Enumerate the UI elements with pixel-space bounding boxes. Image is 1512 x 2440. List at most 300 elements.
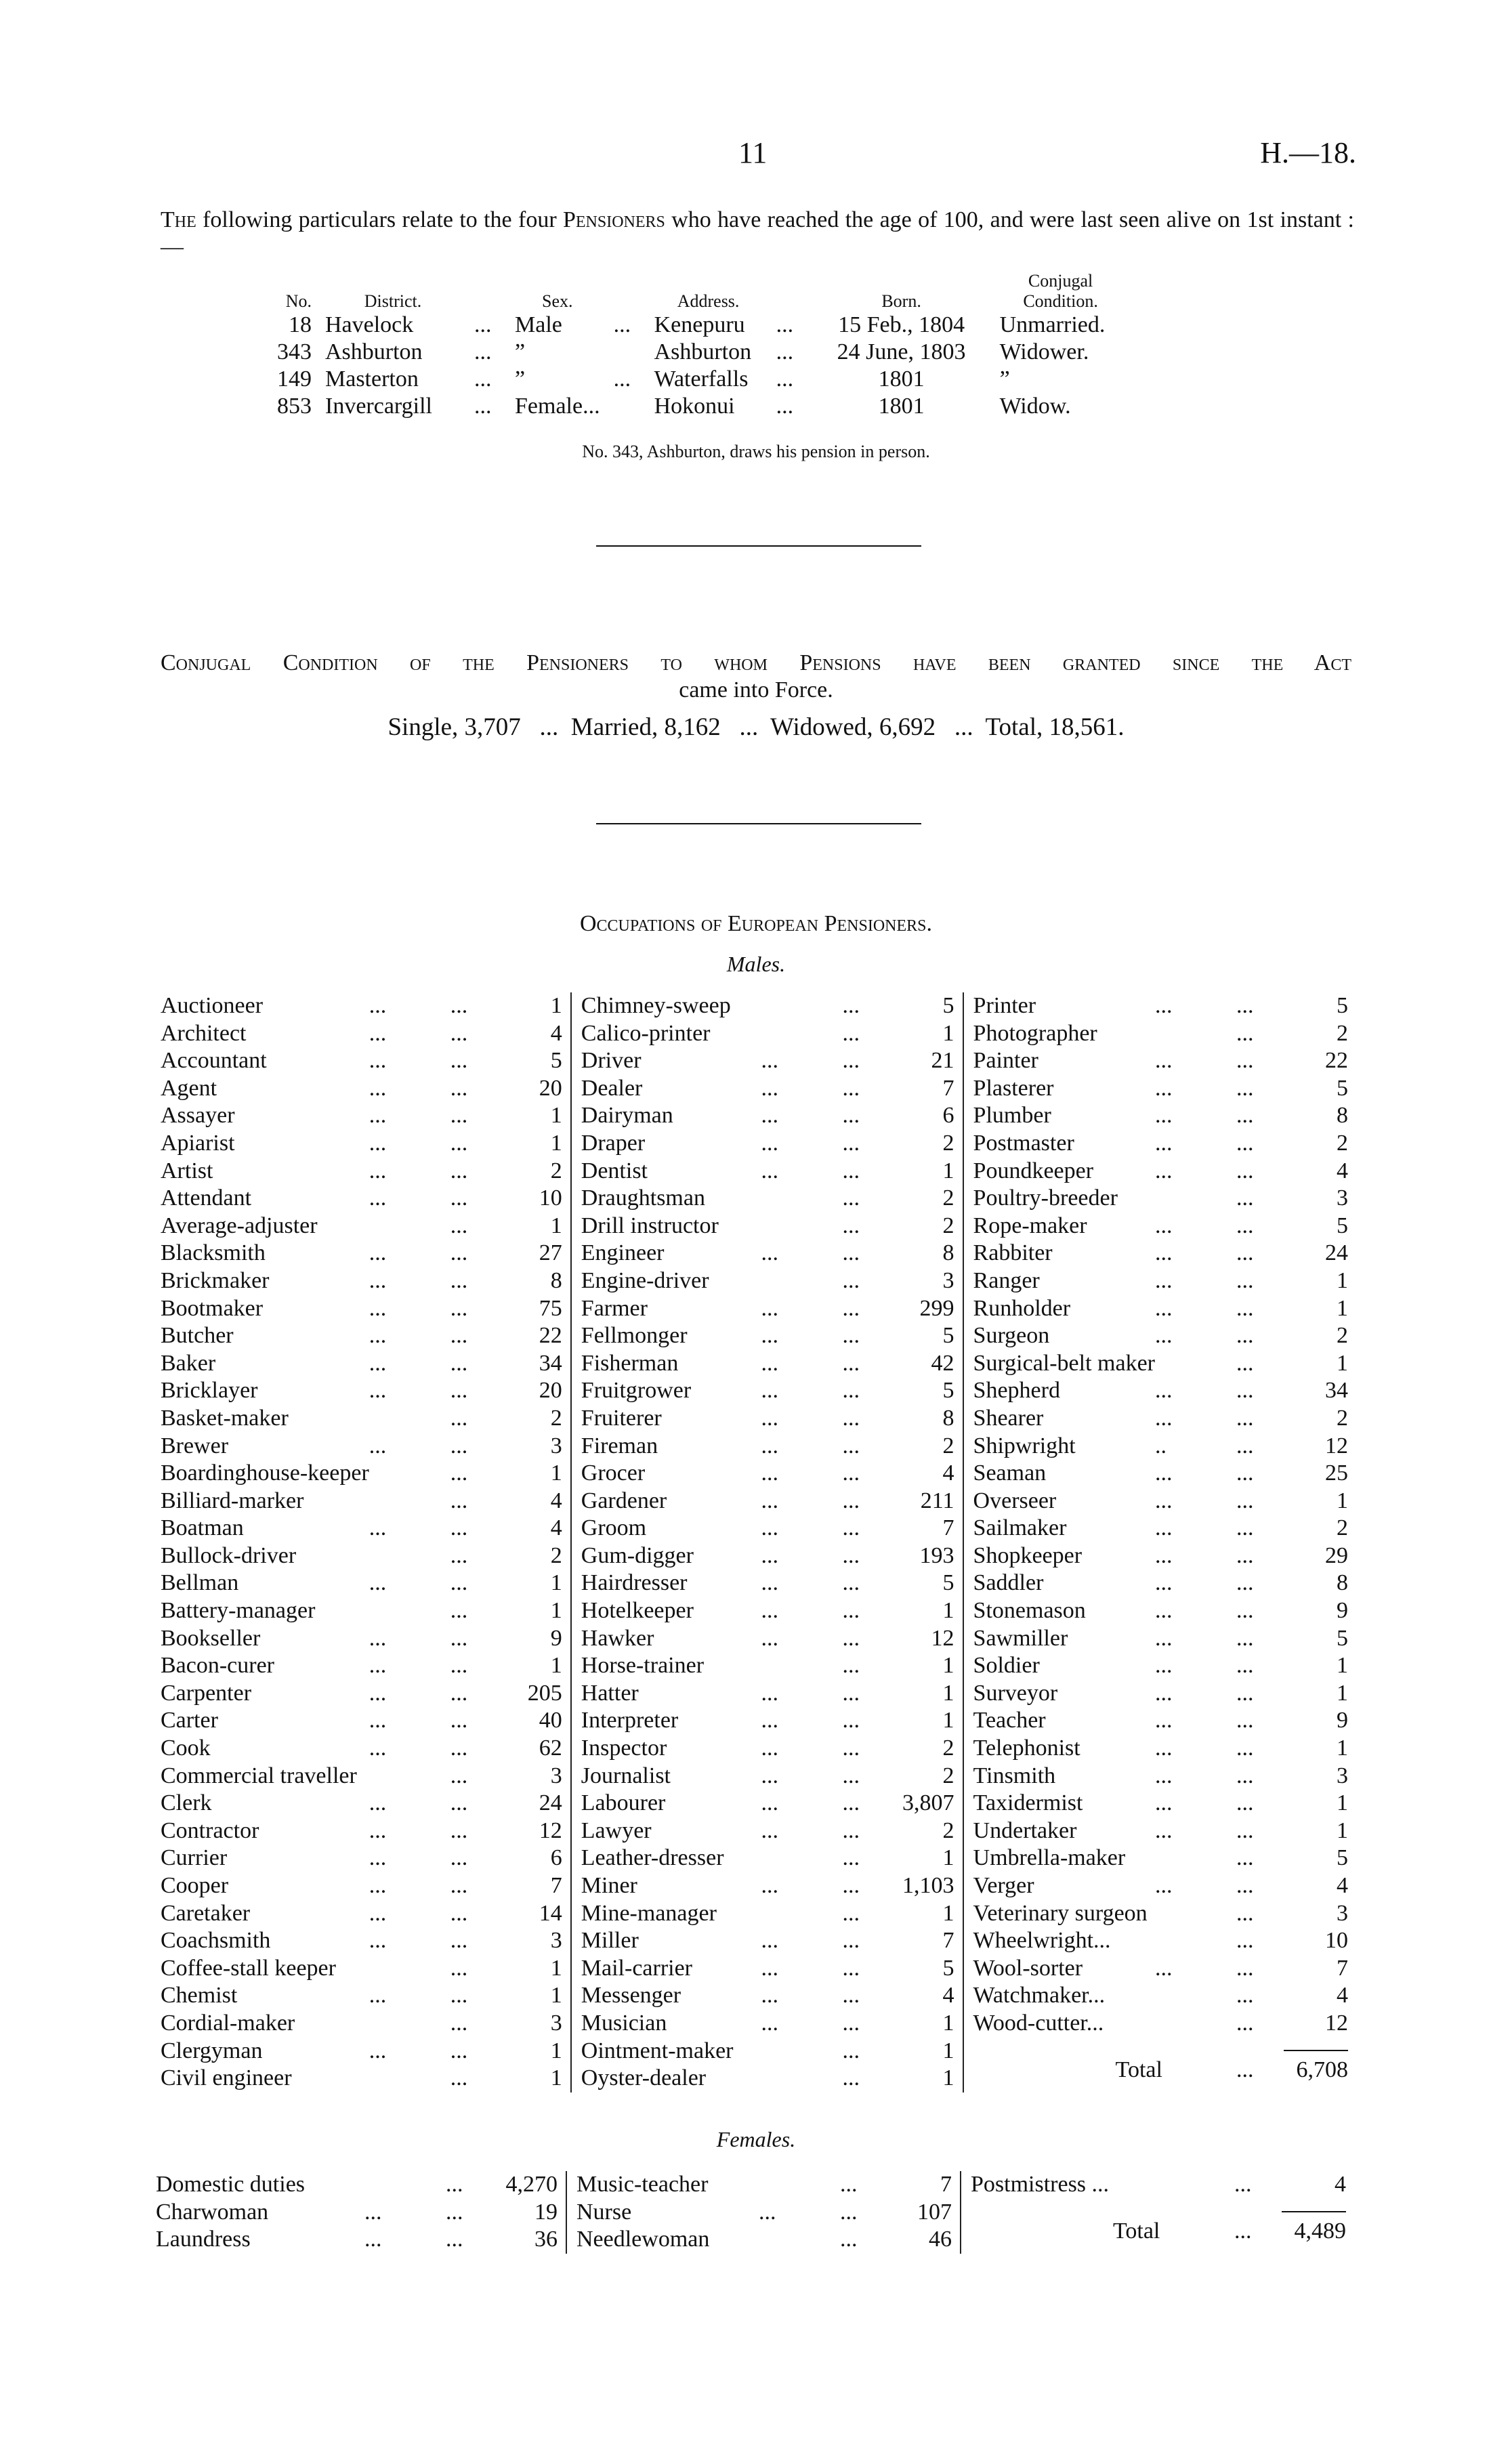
occupation-name: Attendant	[161, 1185, 252, 1211]
occupation-name: Taxidermist	[973, 1790, 1083, 1816]
leader-dots: ...	[1155, 1598, 1173, 1624]
occupation-name: Charwoman	[156, 2199, 269, 2225]
leader-dots	[1153, 2171, 1234, 2199]
leader-dots: ...	[761, 1598, 779, 1624]
leader-dots: ...	[761, 1460, 779, 1486]
centenarian-header-row	[264, 271, 1129, 312]
row-no: 149	[277, 366, 312, 392]
occupation-name: Billiard-marker	[161, 1488, 304, 1513]
leader-dots: ...	[450, 1736, 468, 1761]
leader-dots: ..	[1155, 1433, 1167, 1458]
occupation-row	[572, 1213, 963, 1240]
leader-dots: ...	[1155, 1515, 1173, 1541]
occupation-name: Leather-dresser	[581, 1845, 724, 1871]
occupation-row	[161, 1597, 570, 1625]
occupation-count: 5	[942, 1570, 954, 1596]
occupation-count: 12	[539, 1817, 562, 1843]
leader-dots: ...	[450, 2010, 468, 2036]
occupation-name: Surgeon	[973, 1323, 1050, 1349]
leader-dots: ...	[761, 1158, 779, 1183]
leader-dots: ...	[450, 993, 468, 1018]
occupation-row	[161, 1982, 570, 2010]
occupation-count: 3	[1337, 1900, 1348, 1926]
occupation-count: 12	[931, 1625, 954, 1651]
occupation-row	[964, 1158, 1356, 1185]
leader-dots: ...	[1236, 1158, 1254, 1183]
leader-dots: ...	[761, 1736, 779, 1761]
leader-dots: ...	[1155, 1736, 1173, 1761]
leader-dots: ...	[1155, 1955, 1173, 1981]
occupation-row	[567, 2199, 960, 2227]
leader-dots: ...	[1236, 1736, 1254, 1761]
leader-dots: ...	[761, 1240, 779, 1266]
occupation-name: Plumber	[973, 1103, 1051, 1129]
occupation-row	[161, 1020, 570, 1048]
occupation-name: Dealer	[581, 1075, 643, 1101]
leader-dots: ...	[1236, 1075, 1254, 1101]
leader-dots	[607, 393, 648, 420]
occupation-count: 9	[1337, 1708, 1348, 1733]
leader-dots: ...	[369, 1900, 387, 1926]
leader-dots: ...	[1234, 2172, 1252, 2197]
leader-dots: ...	[1155, 1075, 1173, 1101]
occupation-count: 1	[550, 1598, 562, 1624]
leader-dots: ...	[1155, 1708, 1173, 1733]
occupation-name: Telephonist	[973, 1736, 1080, 1761]
leader-dots: ...	[842, 1405, 860, 1431]
leader-dots: ...	[761, 1763, 779, 1788]
occupation-row	[161, 1240, 570, 1267]
leader-dots: ...	[842, 1542, 860, 1568]
row-born: 15 Feb., 1804	[838, 312, 965, 337]
occupation-name: Music-teacher	[576, 2172, 709, 2197]
occupation-name: Surgical-belt maker	[973, 1350, 1155, 1376]
occupation-count: 1	[550, 1460, 562, 1486]
leader-dots	[761, 1020, 843, 1048]
occupation-count: 193	[919, 1542, 954, 1568]
occupation-count: 34	[539, 1350, 562, 1376]
occupation-count: 10	[539, 1185, 562, 1211]
centenarian-intro	[161, 207, 1354, 261]
leader-dots: ...	[369, 1515, 387, 1541]
occupation-row	[964, 1295, 1356, 1323]
leader-dots: ...	[842, 1817, 860, 1843]
leader-dots: ...	[1155, 1267, 1173, 1293]
occupation-row	[572, 1322, 963, 1350]
occupation-row	[161, 1267, 570, 1295]
leader-dots: ...	[369, 1680, 387, 1706]
occupation-count: 1	[942, 1680, 954, 1706]
occupation-row	[161, 1377, 570, 1405]
leader-dots: ...	[369, 1736, 387, 1761]
occupation-row	[572, 1158, 963, 1185]
occupation-count: 3	[550, 1763, 562, 1788]
occupation-row	[572, 1570, 963, 1597]
occupation-count: 42	[931, 1350, 954, 1376]
occupation-count: 8	[1337, 1570, 1348, 1596]
males-column-1	[161, 992, 570, 2092]
leader-dots: ...	[761, 1488, 779, 1513]
occupation-name: Civil engineer	[161, 2065, 292, 2091]
leader-dots: ...	[1236, 1955, 1254, 1981]
occupation-row	[572, 1735, 963, 1763]
leader-dots: ...	[842, 1680, 860, 1706]
leader-dots: ...	[761, 1433, 779, 1458]
occupation-row	[572, 1955, 963, 1983]
leader-dots: ...	[1155, 1763, 1173, 1788]
occupation-row	[964, 992, 1356, 1020]
leader-dots	[369, 2010, 450, 2038]
leader-dots: ...	[1236, 1653, 1254, 1679]
leader-dots: ...	[369, 1625, 387, 1651]
leader-dots	[1155, 1185, 1236, 1213]
intro-pensioners: Pensioners	[562, 207, 665, 232]
occupation-name: Wheelwright...	[973, 1928, 1111, 1954]
leader-dots	[1155, 1020, 1236, 1048]
leader-dots: ...	[450, 1680, 468, 1706]
leader-dots: ...	[450, 1900, 468, 1926]
occupation-name: Plasterer	[973, 1075, 1054, 1101]
leader-dots: ...	[776, 394, 794, 419]
occupation-count: 21	[931, 1048, 954, 1074]
occupation-name: Saddler	[973, 1570, 1044, 1596]
leader-dots: ...	[1155, 1158, 1173, 1183]
occupation-row	[964, 1405, 1356, 1433]
conjugal-title-line1: Conjugal Condition of the Pensioners to whom Pensions have been granted since the Act	[161, 650, 1351, 675]
occupation-name: Contractor	[161, 1817, 259, 1843]
occupation-row	[961, 2171, 1354, 2199]
occupation-name: Apiarist	[161, 1130, 235, 1156]
occupation-row	[161, 2010, 570, 2038]
occupation-row	[964, 1240, 1356, 1267]
occupation-count: 14	[539, 1900, 562, 1926]
leader-dots: ...	[1236, 1983, 1254, 2008]
row-sex: Male	[515, 312, 562, 337]
occupation-name: Commercial traveller	[161, 1763, 357, 1788]
occupation-name: Draper	[581, 1130, 646, 1156]
leader-dots: ...	[450, 1598, 468, 1624]
occupation-row	[572, 1240, 963, 1267]
occupation-name: Labourer	[581, 1790, 666, 1816]
leader-dots: ...	[1236, 993, 1254, 1018]
occupation-count: 1	[550, 1955, 562, 1981]
occupation-count: 1	[550, 1130, 562, 1156]
occupation-count: 24	[539, 1790, 562, 1816]
leader-dots: ...	[1155, 1405, 1173, 1431]
leader-dots: ...	[842, 1736, 860, 1761]
occupation-name: Hotelkeeper	[581, 1598, 694, 1624]
occupation-count: 5	[1337, 1845, 1348, 1871]
row-sex: Female...	[515, 394, 600, 419]
occupation-name: Shepherd	[973, 1378, 1060, 1404]
occupation-row	[572, 992, 963, 1020]
occupation-name: Caretaker	[161, 1900, 251, 1926]
occupation-row	[964, 1872, 1356, 1900]
col-address: Address.	[677, 291, 740, 311]
leader-dots: ...	[1236, 1048, 1254, 1074]
occupation-name: Interpreter	[581, 1708, 679, 1733]
occupation-count: 5	[1337, 1625, 1348, 1651]
leader-dots: ...	[761, 1955, 779, 1981]
occupation-count: 5	[1337, 993, 1348, 1018]
leader-dots: ...	[1236, 1350, 1254, 1376]
occupation-row	[161, 1075, 570, 1103]
leader-dots	[369, 1542, 450, 1570]
leader-dots: ...	[842, 1103, 860, 1129]
leader-dots: ...	[1236, 1103, 1254, 1129]
occupation-name: Coachsmith	[161, 1928, 271, 1954]
occupation-count: 1	[942, 1020, 954, 1046]
leader-dots: ...	[1236, 2010, 1254, 2036]
row-district: Masterton	[325, 366, 419, 392]
leader-dots: ...	[1236, 1240, 1254, 1266]
occupation-row	[964, 1680, 1356, 1708]
occupation-row	[572, 1020, 963, 1048]
occupation-row	[572, 1047, 963, 1075]
occupation-row	[964, 1130, 1356, 1158]
occupation-name: Lawyer	[581, 1817, 652, 1843]
occupation-row	[161, 1158, 570, 1185]
occupation-row	[567, 2226, 960, 2254]
occupation-row	[161, 1570, 570, 1597]
occupation-count: 1	[550, 1570, 562, 1596]
occupation-count: 1	[942, 1158, 954, 1183]
leader-dots: ...	[1236, 1625, 1254, 1651]
occupation-row	[964, 2010, 1356, 2038]
leader-dots	[369, 1597, 450, 1625]
col-conjugal: Conjugal Condition.	[1023, 271, 1098, 311]
occupation-count: 1	[1337, 1653, 1348, 1679]
occupation-count: 3	[1337, 1763, 1348, 1788]
occupation-count: 2	[942, 1433, 954, 1458]
occupation-name: Sawmiller	[973, 1625, 1068, 1651]
leader-dots: ...	[1155, 1130, 1173, 1156]
occupation-name: Runholder	[973, 1295, 1071, 1321]
occupation-row	[161, 1625, 570, 1653]
leader-dots: ...	[840, 2227, 858, 2252]
occupation-count: 1	[550, 2038, 562, 2063]
leader-dots: ...	[369, 1185, 387, 1211]
occupation-name: Seaman	[973, 1460, 1047, 1486]
occupation-row	[161, 1185, 570, 1213]
leader-dots: ...	[1155, 1460, 1173, 1486]
occupation-count: 27	[539, 1240, 562, 1266]
centenarian-row	[264, 366, 1129, 393]
occupation-name: Currier	[161, 1845, 228, 1871]
occupation-name: Auctioneer	[161, 993, 264, 1018]
occupation-count: 1	[942, 1845, 954, 1871]
occupation-count: 4	[1335, 2172, 1346, 2197]
occupation-name: Painter	[973, 1048, 1038, 1074]
leader-dots: ...	[450, 1570, 468, 1596]
occupation-name: Veterinary surgeon	[973, 1900, 1148, 1926]
occupation-name: Rope-maker	[973, 1213, 1087, 1238]
occupation-count: 8	[1337, 1103, 1348, 1129]
occupation-row	[161, 1707, 570, 1735]
occupation-row	[964, 1488, 1356, 1515]
leader-dots: ...	[446, 2227, 463, 2252]
occupation-name: Chemist	[161, 1983, 238, 2008]
occupation-count: 2	[942, 1213, 954, 1238]
leader-dots: ...	[842, 1460, 860, 1486]
occupation-row	[161, 1900, 570, 1928]
leader-dots: ...	[761, 1570, 779, 1596]
total-label: Total	[1115, 2057, 1162, 2082]
occupation-name: Watchmaker...	[973, 1983, 1106, 2008]
occupation-count: 2	[550, 1158, 562, 1183]
leader-dots: ...	[369, 1020, 387, 1046]
leader-dots: ...	[1236, 1515, 1254, 1541]
occupation-name: Hatter	[581, 1680, 639, 1706]
leader-dots: ...	[450, 1158, 468, 1183]
occupation-row	[572, 1597, 963, 1625]
spacer	[467, 271, 508, 312]
occupation-count: 3	[550, 1433, 562, 1458]
occupation-row	[964, 1955, 1356, 1983]
row-born: 1801	[878, 394, 925, 419]
occupation-name: Fisherman	[581, 1350, 679, 1376]
occupation-row	[964, 1625, 1356, 1653]
occupation-name: Cordial-maker	[161, 2010, 295, 2036]
leader-dots: ...	[613, 366, 631, 392]
occupation-name: Mail-carrier	[581, 1955, 693, 1981]
occupation-name: Dairyman	[581, 1103, 673, 1129]
occupation-count: 1	[942, 1900, 954, 1926]
row-district: Havelock	[325, 312, 414, 337]
leader-dots: ...	[1155, 1790, 1173, 1816]
leader-dots	[761, 1267, 843, 1295]
occupation-name: Hawker	[581, 1625, 654, 1651]
centenarian-row	[264, 312, 1129, 339]
centenarian-table	[264, 271, 1129, 420]
occupation-row	[572, 1130, 963, 1158]
leader-dots: ...	[1236, 1680, 1254, 1706]
occupation-name: Clerk	[161, 1790, 212, 1816]
occupation-name: Clergyman	[161, 2038, 263, 2063]
females-occupation-grid	[156, 2171, 1356, 2254]
leader-dots: ...	[1236, 1790, 1254, 1816]
leader-dots: ...	[450, 2038, 468, 2063]
leader-dots: ...	[450, 1845, 468, 1871]
row-district: Ashburton	[325, 339, 423, 364]
occupation-name: Undertaker	[973, 1817, 1077, 1843]
total-rule	[1282, 2211, 1346, 2212]
leader-dots: ...	[450, 1213, 468, 1238]
intro-prefix: The	[161, 207, 196, 232]
males-column-2	[570, 992, 963, 2092]
occupation-count: 10	[1325, 1928, 1348, 1954]
leader-dots: ...	[450, 1267, 468, 1293]
occupation-row	[161, 992, 570, 1020]
occupation-name: Artist	[161, 1158, 213, 1183]
occupation-count: 20	[539, 1075, 562, 1101]
leader-dots: ...	[1155, 993, 1173, 1018]
occupation-row	[161, 1735, 570, 1763]
leader-dots	[759, 2226, 840, 2254]
occupation-name: Teacher	[973, 1708, 1046, 1733]
occupation-name: Mine-manager	[581, 1900, 717, 1926]
leader-dots: ...	[761, 1625, 779, 1651]
leader-dots: ...	[1155, 1378, 1173, 1404]
occupation-row	[964, 1927, 1356, 1955]
occupation-row	[964, 1185, 1356, 1213]
occupation-count: 24	[1325, 1240, 1348, 1266]
leader-dots: ...	[842, 1900, 860, 1926]
leader-dots: ...	[369, 1928, 387, 1954]
occupation-name: Fellmonger	[581, 1323, 688, 1349]
occupation-row	[964, 1322, 1356, 1350]
occupation-name: Engine-driver	[581, 1267, 709, 1293]
occupation-count: 5	[942, 1323, 954, 1349]
occupation-count: 1,103	[902, 1873, 954, 1898]
intro-text-2: who have reached the age of 100, and were last seen alive on 1st instant :—	[161, 207, 1354, 259]
occupation-row	[161, 1763, 570, 1790]
occupation-row	[161, 1652, 570, 1680]
occupation-count: 40	[539, 1708, 562, 1733]
leader-dots: ...	[776, 339, 794, 364]
row-address: Ashburton	[654, 339, 752, 364]
leader-dots: ...	[450, 1075, 468, 1101]
leader-dots: ...	[369, 1267, 387, 1293]
occupation-row	[156, 2199, 566, 2227]
leader-dots: ...	[761, 1103, 779, 1129]
leader-dots: ...	[842, 1488, 860, 1513]
leader-dots: ...	[364, 2199, 382, 2225]
occupation-count: 2	[1337, 1515, 1348, 1541]
leader-dots: ...	[1155, 1048, 1173, 1074]
occupation-row	[572, 1900, 963, 1928]
occupation-row	[964, 1102, 1356, 1130]
occupation-count: 2	[1337, 1130, 1348, 1156]
leader-dots: ...	[1155, 1240, 1173, 1266]
occupation-row	[572, 1377, 963, 1405]
occupation-row	[964, 1075, 1356, 1103]
leader-dots: ...	[1236, 1130, 1254, 1156]
leader-dots: ...	[1236, 1570, 1254, 1596]
occupation-count: 1	[1337, 1267, 1348, 1293]
occupation-name: Umbrella-maker	[973, 1845, 1126, 1871]
occupation-row	[964, 1597, 1356, 1625]
leader-dots: ...	[842, 2038, 860, 2063]
leader-dots: ...	[842, 1075, 860, 1101]
leader-dots	[369, 1405, 450, 1433]
occupation-row	[964, 1982, 1356, 2010]
leader-dots: ...	[761, 1680, 779, 1706]
leader-dots: ...	[1236, 1845, 1254, 1871]
leader-dots: ...	[842, 993, 860, 1018]
occupation-count: 1	[942, 1653, 954, 1679]
occupation-row	[964, 1047, 1356, 1075]
leader-dots: ...	[761, 1130, 779, 1156]
occupation-count: 4	[942, 1460, 954, 1486]
col-sex: Sex.	[542, 291, 573, 311]
leader-dots: ...	[450, 1653, 468, 1679]
occupation-count: 2	[942, 1763, 954, 1788]
row-conjugal-condition: Widow.	[999, 394, 1071, 419]
leader-dots: ...	[761, 1928, 779, 1954]
leader-dots: ...	[761, 1983, 779, 2008]
leader-dots: ...	[450, 1460, 468, 1486]
occupation-row	[572, 1405, 963, 1433]
intro-text-1: following particulars relate to the four	[196, 207, 563, 232]
document-code: H.—18.	[1260, 136, 1356, 169]
leader-dots: ...	[474, 394, 492, 419]
occupation-row	[161, 1213, 570, 1240]
leader-dots: ...	[369, 1323, 387, 1349]
leader-dots: ...	[842, 1845, 860, 1871]
leader-dots: ...	[450, 1817, 468, 1843]
leader-dots: ...	[1155, 1103, 1173, 1129]
